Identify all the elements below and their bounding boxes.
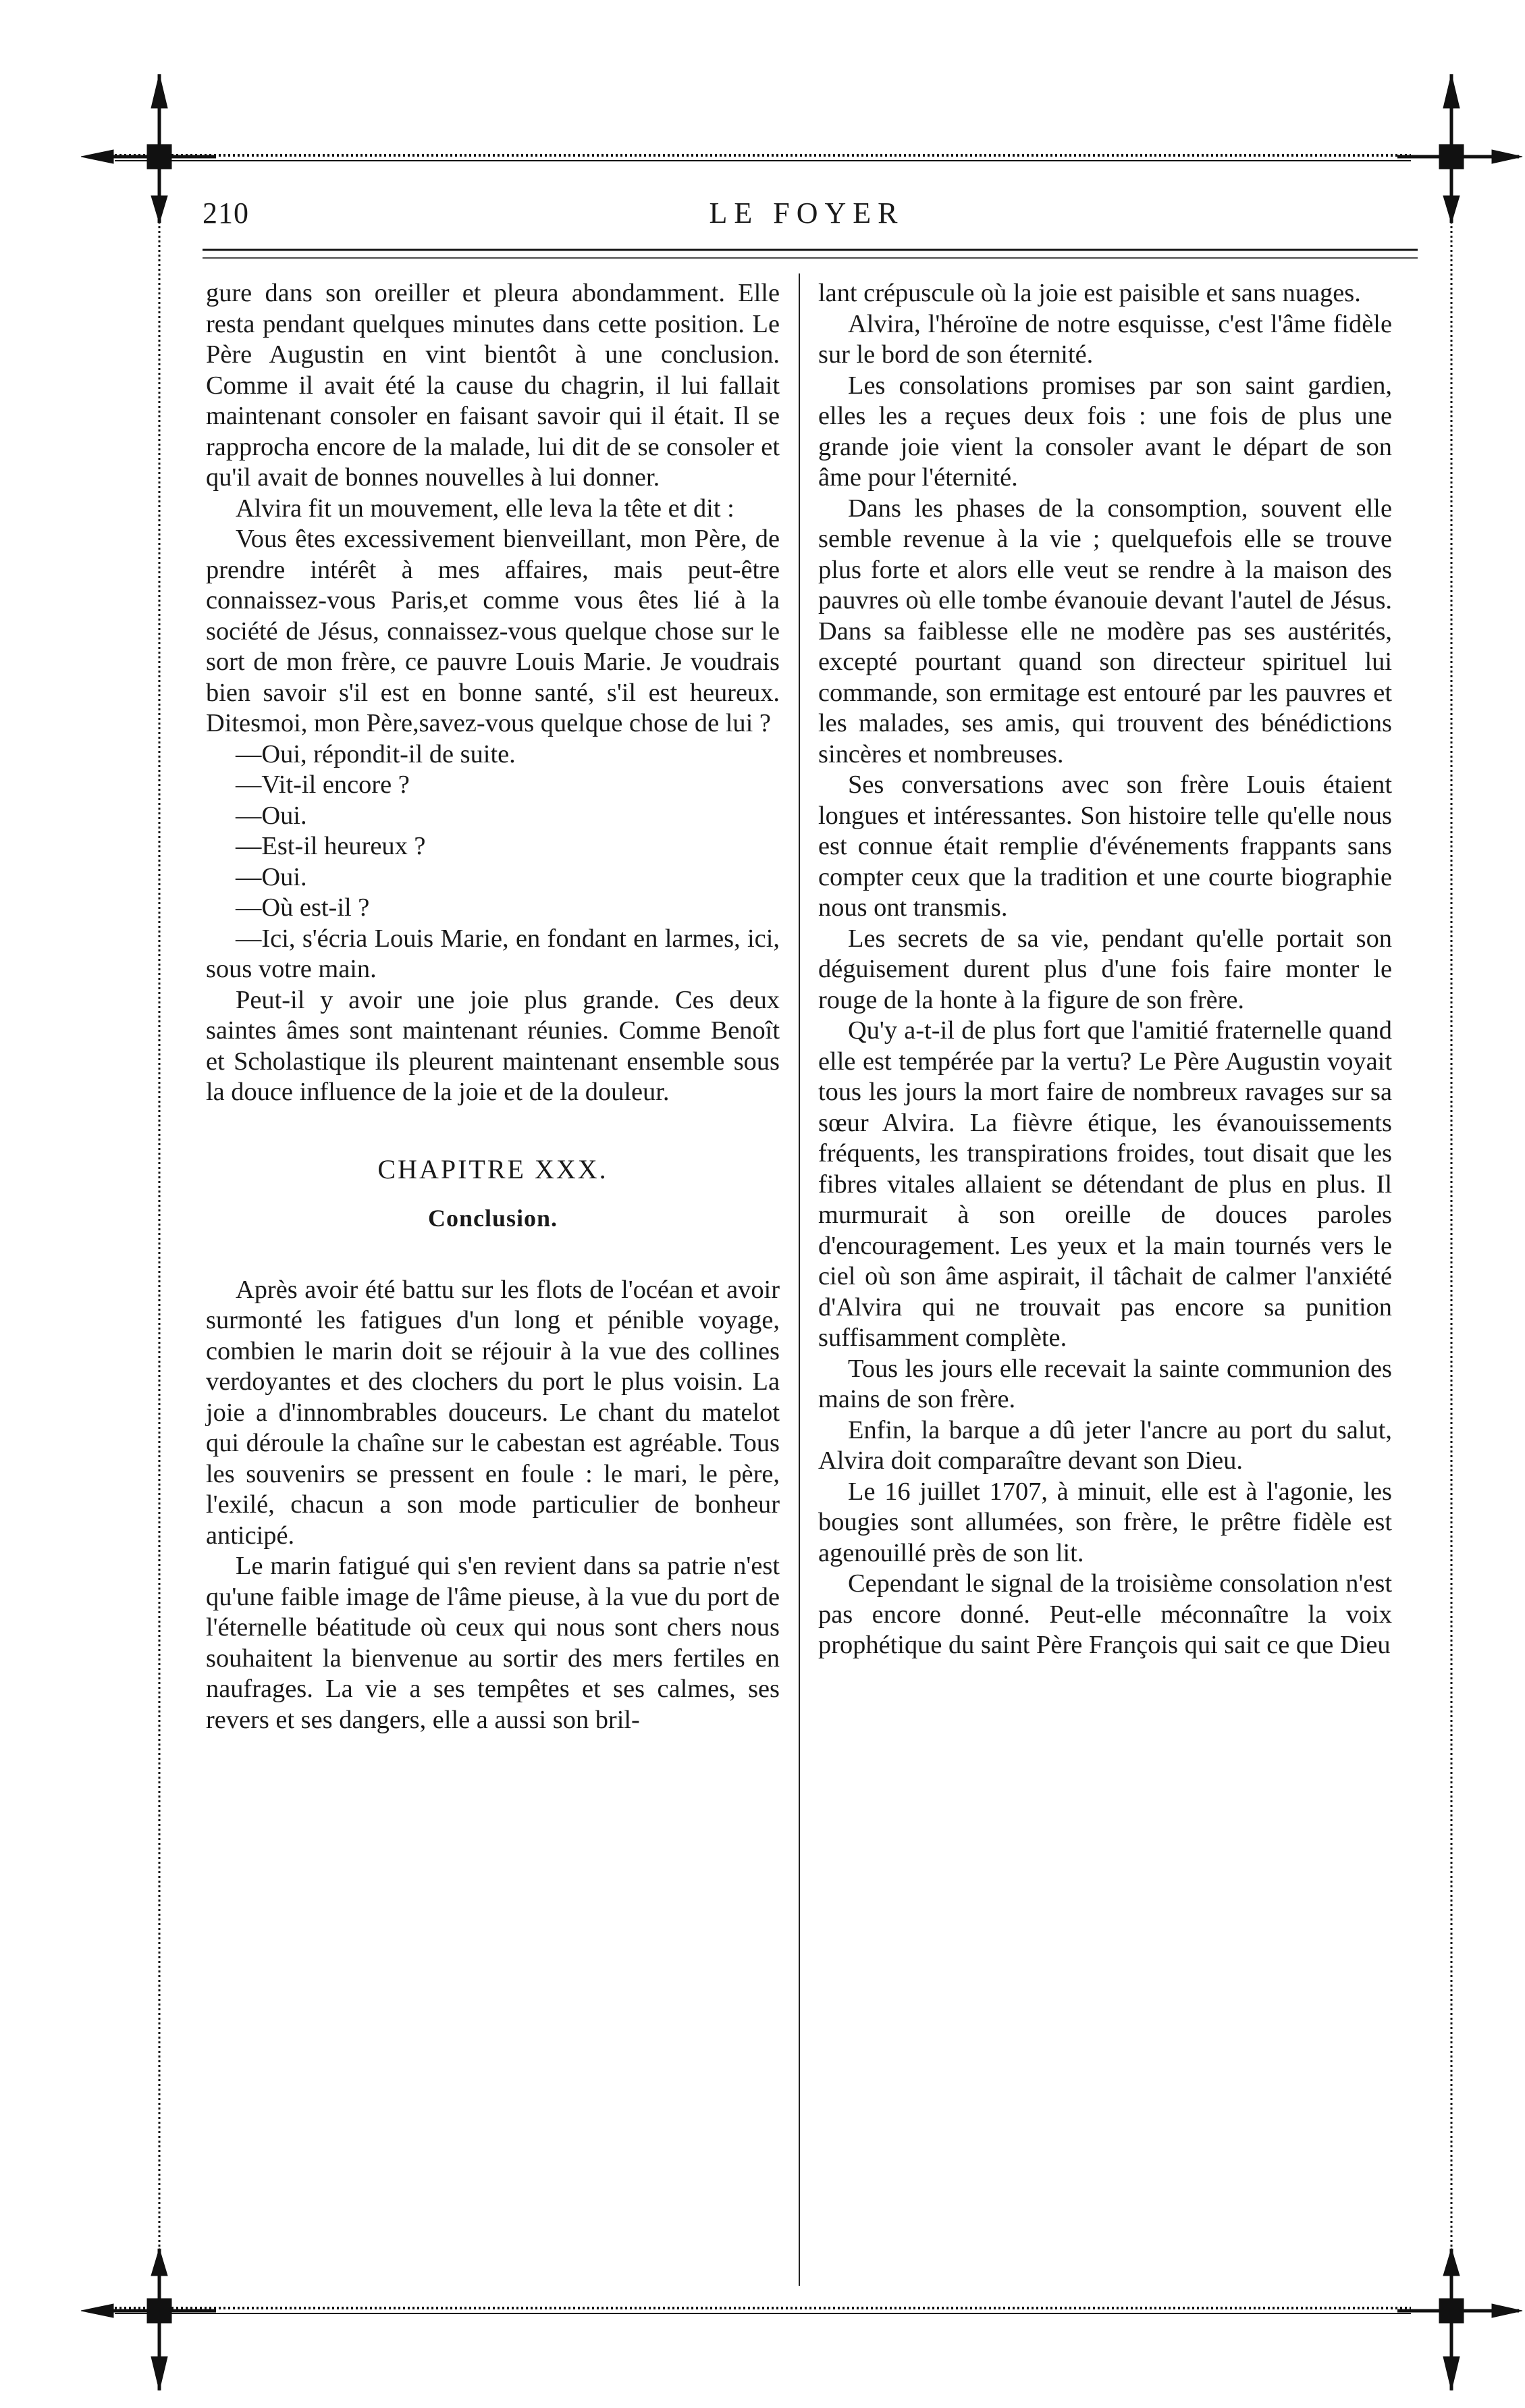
corner-ornament-tr — [1397, 74, 1522, 223]
corner-ornament-br — [1397, 2249, 1522, 2390]
dialogue-line: —Oui, répondit-il de suite. — [236, 739, 516, 768]
paragraph: Le marin fatigué qui s'en revient dans sa patrie n'est qu'une faible image de l'âme pieuse, à la vue du port de l'éternelle béatitude où ceux qui nous sont chers nous souhaitent la bienvenue au sortir des mers fertiles en naufrages. La vie a ses tempêtes et ses calmes, ses revers et ses dangers, elle a aussi son bril- — [206, 1552, 780, 1734]
paragraph: Alvira, l'héroïne de notre esquisse, c'est l'âme fidèle sur le bord de son éternité. — [818, 309, 1392, 369]
paragraph: Tous les jours elle recevait la sainte communion des mains de son frère. — [818, 1354, 1392, 1413]
paragraph: Après avoir été battu sur les flots de l'océan et avoir surmonté les fatigues d'un long et pénible voyage, combien le marin doit se réjouir à la vue des collines verdoyantes et des clochers du port le plus voisin. La joie a d'innombrables douceurs. Le chant du matelot qui déroule la chaîne sur le cabestan est agréable. Tous les souvenirs se pressent en foule : le mari, le père, l'exilé, chacun a son mode particulier de bonheur anticipé. — [206, 1275, 780, 1550]
paragraph: Ses conversations avec son frère Louis étaient longues et intéressantes. Son histoire telle qu'elle nous est connue était remplie d'événements frappants sans compter ceux que la tradition et une courte biographie nous ont transmis. — [818, 770, 1392, 922]
dialogue-line: —Est-il heureux ? — [236, 832, 426, 860]
paragraph: gure dans son oreiller et pleura abondamment. Elle resta pendant quelques minutes dans cette position. Le Père Augustin en vint bientôt à une conclusion. Comme il avait été la cause du chagrin, il lui fallait maintenant consoler en faisant savoir qui il était. Il se rapprocha encore de la malade, lui dit de se consoler et qu'il avait de bonnes nouvelles à lui donner. — [206, 279, 780, 492]
page-number: 210 — [203, 197, 249, 230]
dialogue-line: —Où est-il ? — [236, 893, 370, 922]
page-header — [203, 196, 1411, 236]
paragraph: Peut-il y avoir une joie plus grande. Ces deux saintes âmes sont maintenant réunies. Comme Benoît et Scholastique ils pleurent maintenant ensemble sous la douce influence de la joie et de la douleur. — [206, 985, 780, 1106]
paragraph: Les consolations promises par son saint gardien, elles les a reçues deux fois : une fois de plus une grande joie vient la consoler avant le départ de son âme pour l'éternité. — [818, 371, 1392, 492]
chapter-title: CHAPITRE XXX. — [377, 1153, 608, 1184]
paragraph: Le 16 juillet 1707, à minuit, elle est à l'agonie, les bougies sont allumées, son frère, le prêtre fidèle est agenouillé près de son lit. — [818, 1477, 1392, 1567]
left-column — [206, 278, 780, 1735]
paragraph: Cependant le signal de la troisième consolation n'est pas encore donné. Peut-elle méconnaître la voix prophétique du saint Père François qui sait ce que Dieu — [818, 1569, 1392, 1659]
dialogue-line: —Oui. — [236, 862, 307, 891]
corner-ornament-tl — [81, 74, 216, 223]
dialogue-line: —Ici, s'écria Louis Marie, en fondant en larmes, ici, sous votre main. — [206, 924, 780, 983]
paragraph: Vous êtes excessivement bienveillant, mon Père, de prendre intérêt à mes affaires, mais peut-être connaissez-vous Paris,et comme vous êtes lié à la société de Jésus, connaissez-vous quelque chose sur le sort de mon frère, ce pauvre Louis Marie. Je voudrais bien savoir s'il est en bonne santé, s'il est heureux. Ditesmoi, mon Père,savez-vous quelque chose de lui ? — [206, 525, 780, 737]
paragraph: lant crépuscule où la joie est paisible et sans nuages. — [818, 279, 1361, 307]
corner-ornament-bl — [81, 2249, 216, 2390]
column-divider — [799, 273, 800, 2286]
dialogue-line: —Oui. — [236, 801, 307, 830]
paragraph: Enfin, la barque a dû jeter l'ancre au port du salut, Alvira doit comparaître devant son Dieu. — [818, 1415, 1392, 1475]
chapter-subtitle: Conclusion. — [427, 1205, 558, 1232]
right-column — [818, 278, 1392, 1661]
paragraph: Alvira fit un mouvement, elle leva la tête et dit : — [236, 494, 734, 523]
paragraph: Dans les phases de la consomption, souvent elle semble revenue à la vie ; quelquefois elle se trouve plus forte et alors elle veut se rendre à la maison des pauvres où elle tombe évanouie devant l'autel de Jésus. Dans sa faiblesse elle ne modère pas ses austérités, excepté pourtant quand son directeur spirituel lui commande, son ermitage est entouré par les pauvres et les malades, ses amis, qui trouvent des bénédictions sincères et nombreuses. — [818, 494, 1392, 768]
paragraph: Les secrets de sa vie, pendant qu'elle portait son déguisement durent plus d'une fois faire monter le rouge de la honte à la figure de son frère. — [818, 924, 1392, 1014]
running-title: LE FOYER — [709, 197, 905, 230]
paragraph: Qu'y a-t-il de plus fort que l'amitié fraternelle quand elle est tempérée par la vertu? Le Père Augustin voyait tous les jours la mort faire de nombreux ravages sur sa sœur Alvira. La fièvre étique, les évanouissements fréquents, les transpirations froides, tout disait que les fibres vitales allaient se détendant de plus en plus. Il murmurait à son oreille de douces paroles d'encouragement. Les yeux et la main tournés vers le ciel où son âme aspirait, il tâchait de calmer l'anxiété d'Alvira qui ne trouvait pas encore sa punition suffisamment complète. — [818, 1016, 1392, 1352]
dialogue-line: —Vit-il encore ? — [236, 770, 410, 799]
